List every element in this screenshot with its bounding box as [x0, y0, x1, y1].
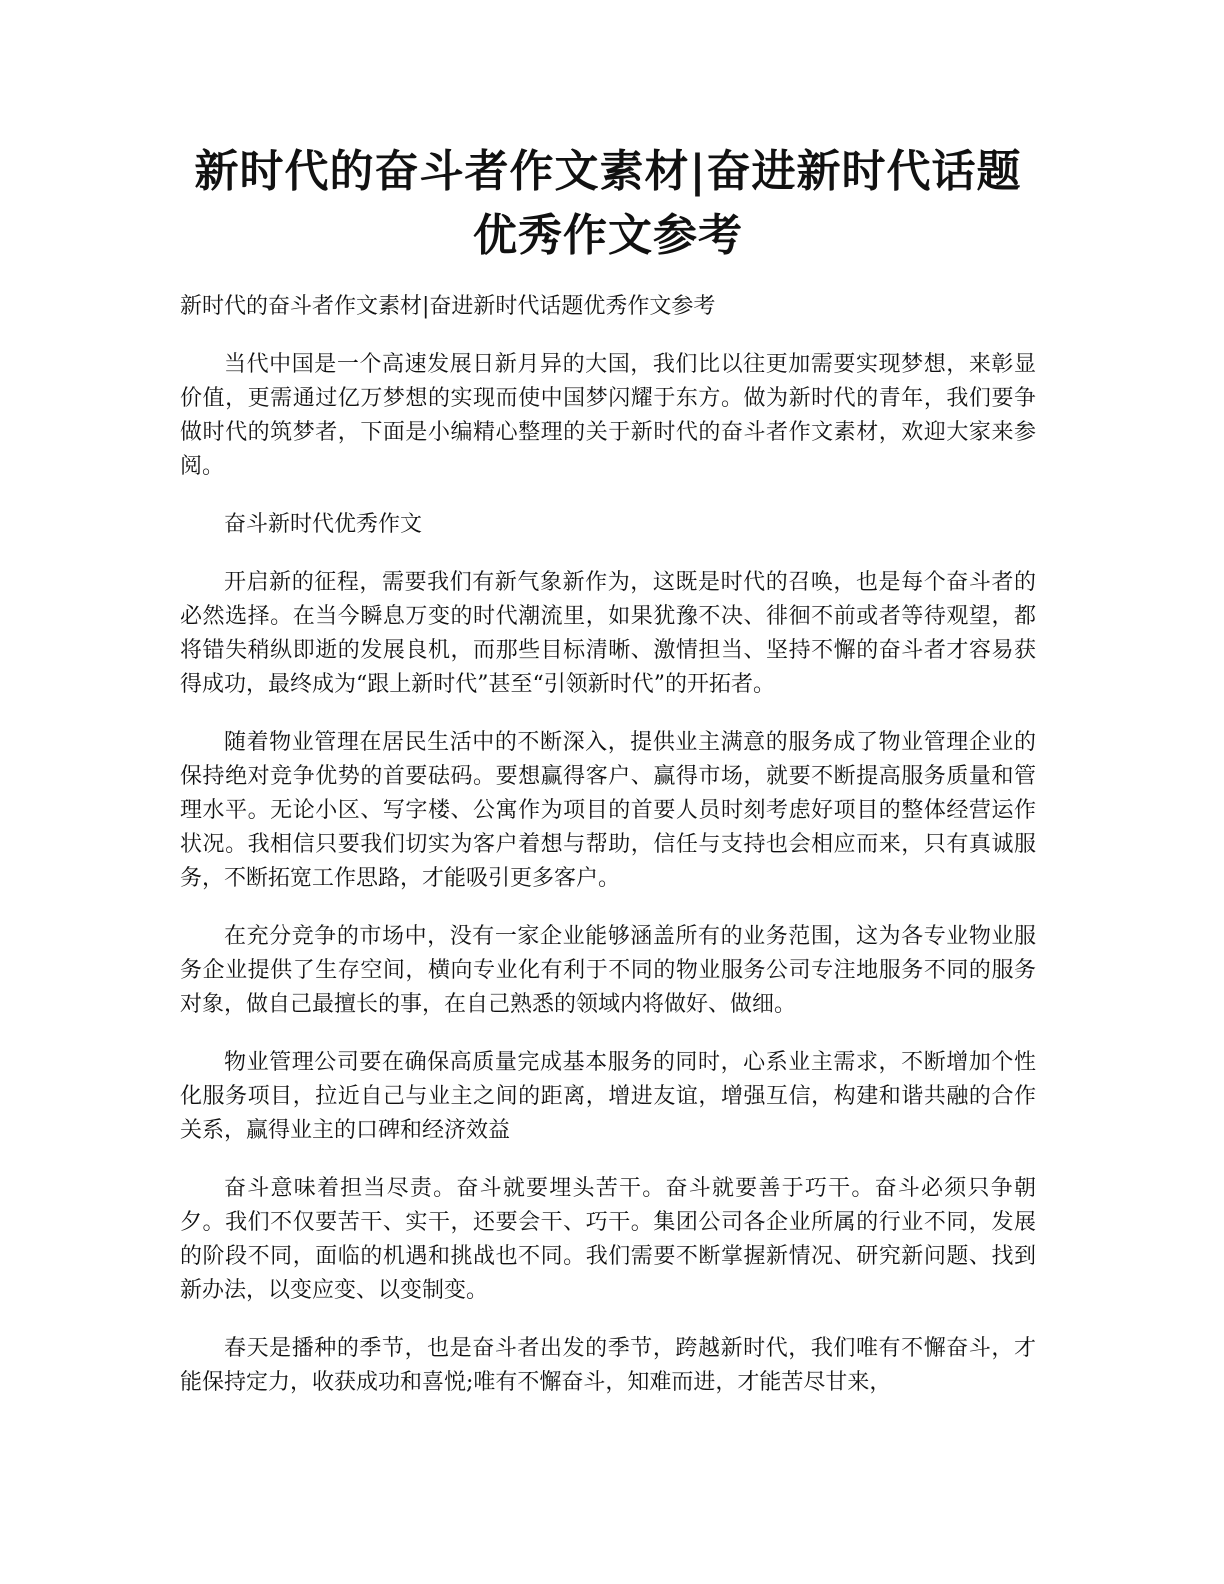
document-page: [180, 140, 1036, 1400]
paragraph: 在充分竞争的市场中，没有一家企业能够涵盖所有的业务范围，这为各专业物业服务企业提供了生存空间，横向专业化有利于不同的物业服务公司专注地服务不同的服务对象，做自己最擅长的事，在自己熟悉的领域内将做好、做细。: [180, 924, 1036, 1017]
paragraph: 奋斗意味着担当尽责。奋斗就要埋头苦干。奋斗就要善于巧干。奋斗必须只争朝夕。我们不仅要苦干、实干，还要会干、巧干。集团公司各企业所属的行业不同，发展的阶段不同，面临的机遇和挑战也不同。我们需要不断掌握新情况、研究新问题、找到新办法，以变应变、以变制变。: [180, 1176, 1036, 1303]
document-title: 新时代的奋斗者作文素材|奋进新时代话题优秀作文参考: [194, 146, 1022, 261]
paragraph: 春天是播种的季节，也是奋斗者出发的季节，跨越新时代，我们唯有不懈奋斗，才能保持定力，收获成功和喜悦;唯有不懈奋斗，知难而进，才能苦尽甘来，: [180, 1336, 1036, 1395]
paragraph-intro: 当代中国是一个高速发展日新月异的大国，我们比以往更加需要实现梦想，来彰显价值，更需通过亿万梦想的实现而使中国梦闪耀于东方。做为新时代的青年，我们要争做时代的筑梦者，下面是小编精心整理的关于新时代的奋斗者作文素材，欢迎大家来参阅。: [180, 352, 1036, 479]
paragraph: 随着物业管理在居民生活中的不断深入，提供业主满意的服务成了物业管理企业的保持绝对竞争优势的首要砝码。要想赢得客户、赢得市场，就要不断提高服务质量和管理水平。无论小区、写字楼、公寓作为项目的首要人员时刻考虑好项目的整体经营运作状况。我相信只要我们切实为客户着想与帮助，信任与支持也会相应而来，只有真诚服务，不断拓宽工作思路，才能吸引更多客户。: [180, 730, 1036, 891]
document-subtitle: 新时代的奋斗者作文素材|奋进新时代话题优秀作文参考: [180, 294, 716, 319]
paragraph: 开启新的征程，需要我们有新气象新作为，这既是时代的召唤，也是每个奋斗者的必然选择。在当今瞬息万变的时代潮流里，如果犹豫不决、徘徊不前或者等待观望，都将错失稍纵即逝的发展良机，而那些目标清晰、激情担当、坚持不懈的奋斗者才容易获得成功，最终成为“跟上新时代”甚至“引领新时代”的开拓者。: [180, 570, 1036, 697]
section-heading: 奋斗新时代优秀作文: [224, 512, 423, 537]
paragraph: 物业管理公司要在确保高质量完成基本服务的同时，心系业主需求，不断增加个性化服务项目，拉近自己与业主之间的距离，增进友谊，增强互信，构建和谐共融的合作关系，赢得业主的口碑和经济效益: [180, 1050, 1036, 1143]
